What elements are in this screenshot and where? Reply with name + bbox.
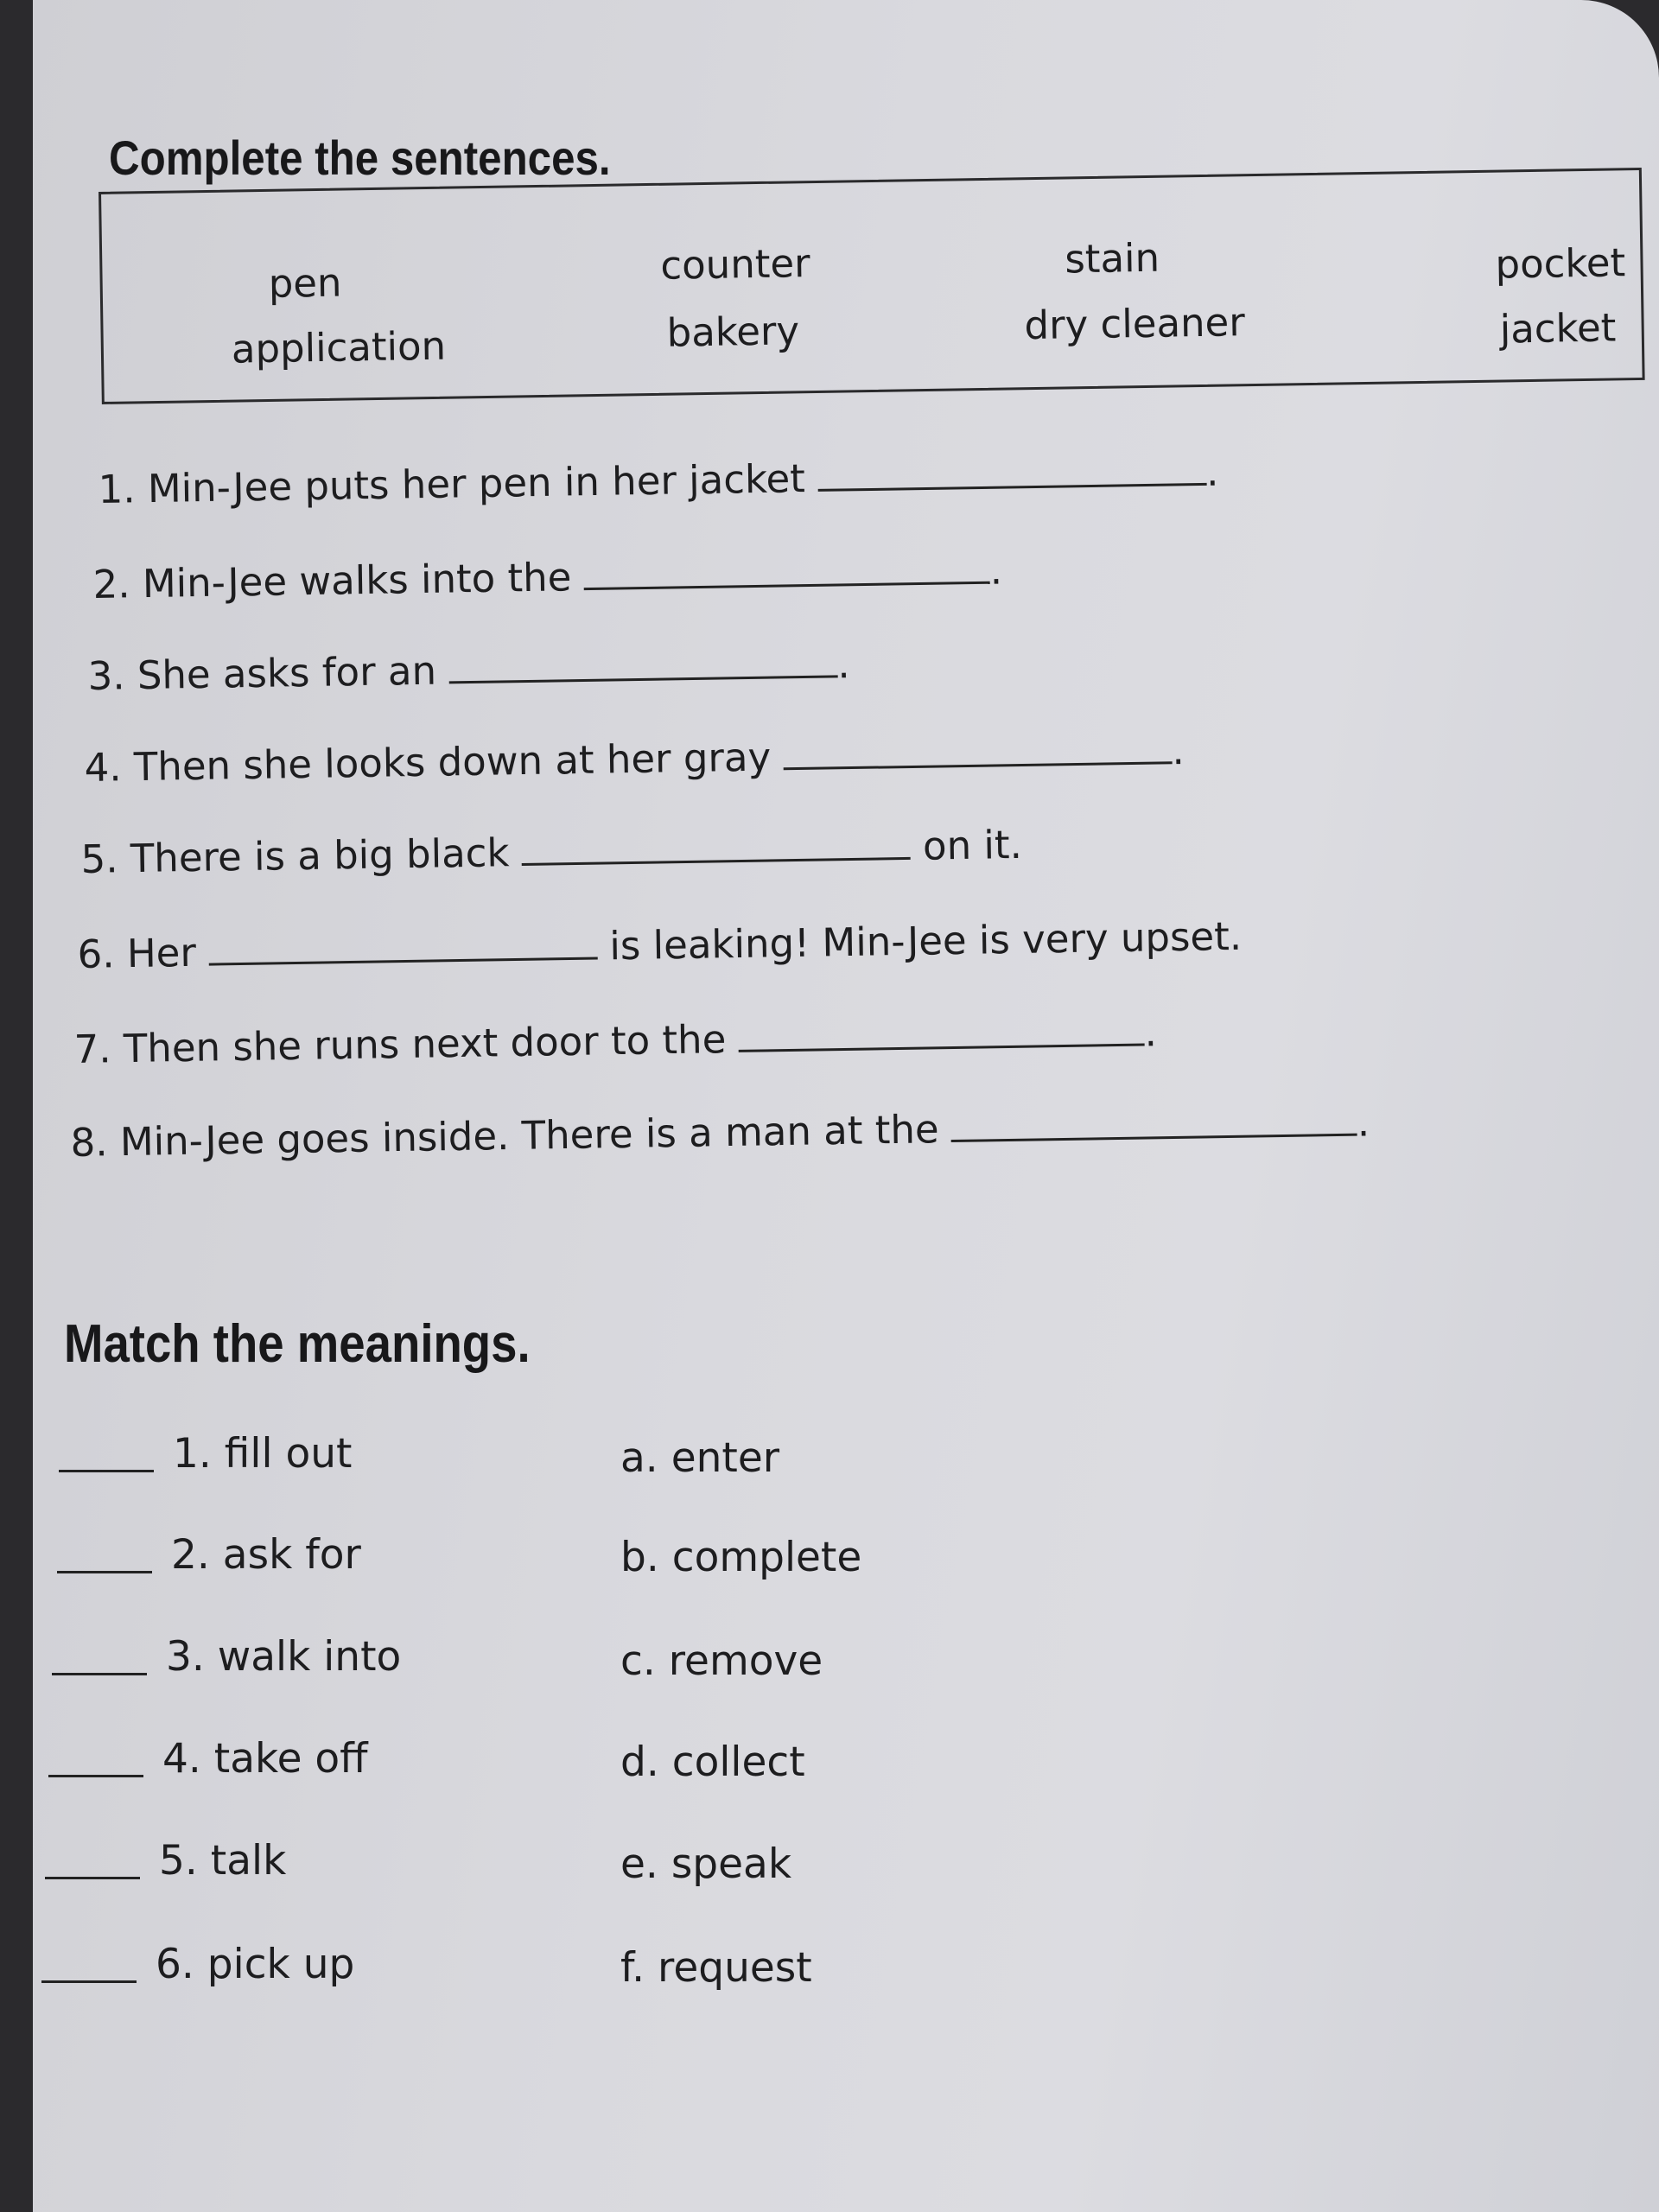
meaning-text: enter [671,1434,780,1482]
sentence-number: 8. [70,1119,108,1166]
meaning-letter: e. [620,1840,658,1888]
sentence-2 [92,547,1002,607]
sentence-number: 7. [73,1026,111,1072]
term-number: 5. [159,1837,198,1885]
match-answer-blank[interactable] [45,1877,140,1879]
word-bank-pocket: pocket [1495,239,1626,288]
term-text: ask for [222,1531,361,1579]
sentence-4 [84,728,1185,791]
sentence-1 [98,449,1219,512]
word-bank-dry-cleaner: dry cleaner [1024,299,1246,349]
meaning-c [620,1637,823,1685]
term-number: 1. [173,1430,212,1478]
word-bank-jacket: jacket [1499,304,1617,353]
meaning-d [620,1738,805,1786]
sentence-number: 5. [80,836,118,882]
sentence-end: . [1144,1009,1158,1056]
meaning-b [620,1534,861,1581]
word-bank-pen: pen [268,259,342,307]
sentence-6 [77,913,1242,977]
term-number: 4. [162,1735,201,1783]
sentence-5 [80,822,1022,882]
match-term-5 [45,1837,286,1885]
sentence-end: . [1357,1099,1370,1146]
sentence-8 [70,1099,1370,1166]
sentence-number: 6. [77,931,115,977]
match-term-4 [48,1735,368,1783]
word-bank-bakery: bakery [666,308,800,356]
sentence-text: Then she looks down at her gray [133,734,772,791]
meaning-letter: b. [620,1534,659,1581]
term-text: take off [213,1735,368,1783]
meaning-text: request [658,1944,812,1992]
term-number: 2. [171,1531,210,1579]
sentence-end: . [836,641,850,688]
sentence-text: She asks for an [137,647,437,699]
word-bank-stain: stain [1064,234,1160,283]
sentence-number: 1. [98,466,136,512]
sentence-number: 4. [84,744,122,791]
meaning-text: remove [668,1637,823,1685]
word-bank-box [99,168,1645,404]
match-term-6 [41,1941,354,1988]
term-text: talk [210,1837,287,1885]
meaning-letter: a. [620,1434,658,1482]
worksheet-page [33,0,1659,2212]
term-number: 6. [156,1941,194,1988]
match-meanings-heading: Match the meanings. [64,1314,531,1374]
sentence-end: on it. [922,821,1023,869]
match-term-1 [59,1430,352,1478]
sentence-end: is leaking! Min-Jee is very upset. [608,912,1243,969]
answer-blank[interactable] [951,1104,1358,1142]
sentence-text: Her [126,929,197,977]
sentence-number: 2. [92,561,130,607]
sentence-end: . [1205,448,1219,495]
match-answer-blank[interactable] [57,1571,152,1573]
match-answer-blank[interactable] [59,1470,154,1472]
sentence-text: There is a big black [130,830,510,882]
sentence-7 [73,1009,1157,1072]
answer-blank[interactable] [208,928,598,966]
word-bank-application: application [231,322,447,372]
meaning-letter: c. [620,1637,656,1685]
answer-blank[interactable] [448,645,838,683]
sentence-text: Min-Jee goes inside. There is a man at the [119,1106,939,1166]
sentence-3 [87,641,850,699]
term-text: pick up [207,1941,355,1988]
complete-sentences-heading: Complete the sentences. [109,130,611,185]
meaning-text: collect [671,1738,805,1786]
sentence-number: 3. [87,652,125,699]
term-number: 3. [166,1633,205,1681]
meaning-letter: f. [620,1944,645,1992]
match-answer-blank[interactable] [48,1775,143,1777]
answer-blank[interactable] [521,828,911,866]
sentence-end: . [989,547,1003,594]
meaning-e [620,1840,791,1888]
sentence-text: Then she runs next door to the [123,1016,727,1072]
meaning-text: speak [671,1840,792,1888]
answer-blank[interactable] [583,552,990,590]
answer-blank[interactable] [817,454,1207,492]
term-text: fill out [224,1430,353,1478]
answer-blank[interactable] [738,1014,1145,1052]
match-answer-blank[interactable] [52,1673,147,1675]
sentence-text: Min-Jee puts her pen in her jacket [147,455,806,512]
match-term-3 [52,1633,401,1681]
answer-blank[interactable] [783,732,1173,770]
sentence-text: Min-Jee walks into the [142,554,572,607]
match-term-2 [57,1531,361,1579]
term-text: walk into [217,1633,402,1681]
match-answer-blank[interactable] [41,1980,137,1983]
meaning-letter: d. [620,1738,659,1786]
word-bank-counter: counter [660,240,810,289]
meaning-text: complete [671,1534,862,1581]
meaning-a [620,1434,779,1482]
sentence-end: . [1171,728,1185,774]
meaning-f [620,1944,812,1992]
